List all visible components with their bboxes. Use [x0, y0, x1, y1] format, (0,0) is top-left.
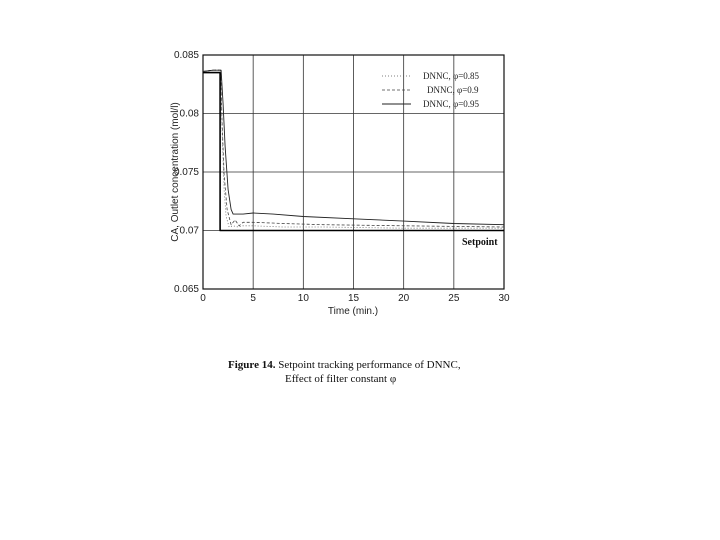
x-tick-label: 25	[448, 293, 460, 304]
x-tick-label: 0	[200, 293, 206, 304]
legend-label-085: DNNC, φ=0.85	[423, 71, 480, 81]
caption-line1: Setpoint tracking performance of DNNC,	[278, 359, 461, 371]
y-tick-label: 0.075	[173, 167, 199, 178]
x-tick-label: 20	[398, 293, 410, 304]
y-tick-label: 0.08	[179, 108, 199, 120]
legend	[382, 71, 480, 109]
caption-label: Figure 14.	[228, 359, 276, 371]
figure-caption	[228, 358, 461, 386]
x-tick-label: 10	[297, 293, 309, 304]
legend-label-095: DNNC, φ=0.95	[423, 99, 480, 109]
x-tick-label: 15	[347, 293, 360, 304]
y-axis-label: CA, Outlet concentration (mol/l)	[170, 102, 181, 242]
y-tick-label: 0.065	[173, 284, 199, 295]
caption-line2: Effect of filter constant φ	[285, 373, 397, 385]
x-axis-label: Time (min.)	[327, 306, 379, 317]
legend-label-09: DNNC, φ=0.9	[427, 85, 479, 95]
y-tick-label: 0.07	[179, 225, 199, 237]
x-tick-label: 5	[250, 293, 256, 304]
setpoint-annotation: Setpoint	[462, 237, 498, 248]
x-tick-label: 30	[498, 293, 510, 304]
y-tick-label: 0.085	[173, 50, 199, 61]
